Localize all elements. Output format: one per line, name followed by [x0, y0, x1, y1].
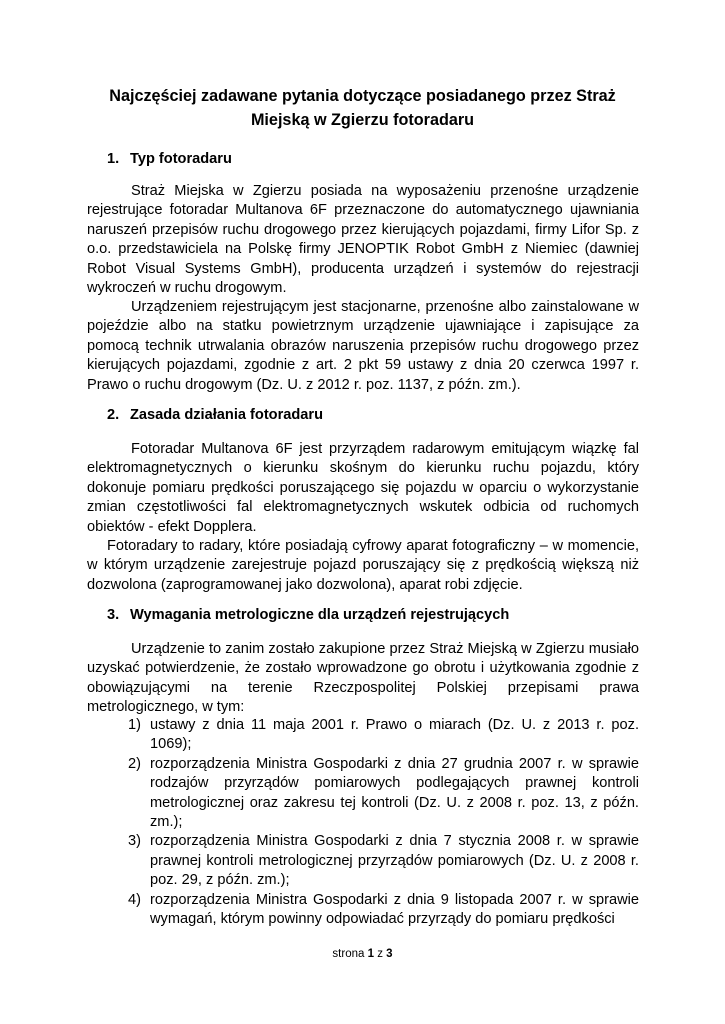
- list-item-text: rozporządzenia Ministra Gospodarki z dnia 9 listopada 2007 r. w sprawie wymagań, którym powinny odpowiadać przyrządy do pomiaru prędkości: [150, 891, 639, 928]
- footer-separator: z: [377, 948, 383, 960]
- section-number: 1.: [107, 151, 120, 167]
- section-heading-3: [107, 606, 509, 625]
- list-item-number: 1): [128, 717, 141, 733]
- paragraph: Straż Miejska w Zgierzu posiada na wyposażeniu przenośne urządzenie rejestrujące fotoradar Multanova 6F przeznaczone do automatycznego ujawniania naruszeń przepisów ruchu drogowego przez kierujących pojazdami, firmy Lifor Sp. z o.o. przedstawiciela na Polskę firmy JENOPTIK Robot GmbH z Niemiec (dawniej Robot Visual Systems GmbH), producenta urządzeń i systemów do rejestracji wykroczeń w ruchu drogowym.: [87, 183, 639, 297]
- page-total: 3: [386, 948, 393, 960]
- section-heading-1: [107, 150, 232, 169]
- list-item: [87, 891, 639, 930]
- list-item: [87, 832, 639, 890]
- section-title: Zasada działania fotoradaru: [130, 407, 324, 423]
- list-item-number: 3): [128, 833, 141, 850]
- document-title: Najczęściej zadawane pytania dotyczące posiadanego przez Straż Miejską w Zgierzu fotoradaru: [109, 87, 616, 129]
- page-number: 1: [367, 948, 374, 960]
- page-footer: [0, 945, 725, 964]
- list-item-number: 4): [128, 891, 141, 908]
- section-number: 2.: [107, 407, 120, 423]
- list-item-number: 2): [128, 755, 141, 772]
- regulations-list: [87, 716, 639, 929]
- section-heading-2: [107, 406, 323, 425]
- list-item-text: rozporządzenia Ministra Gospodarki z dnia 27 grudnia 2007 r. w sprawie rodzajów przyrządów pomiarowych podlegających prawnej kontroli metrologicznej oraz zakresu tej kontroli (Dz. U. z 2008 r. poz. 13, z późn. zm.);: [150, 755, 639, 831]
- paragraph: Fotoradar Multanova 6F jest przyrządem radarowym emitującym wiązkę fal elektromagnetycznych o kierunku skośnym do kierunku ruchu pojazdu, który dokonuje pomiaru prędkości poruszającego się pojazdu w oparciu o wykorzystanie zmian częstotliwości fal elektromagnetycznych wskutek odbicia od ruchomych obiektów - efekt Dopplera.: [87, 441, 639, 535]
- list-item: [87, 716, 639, 755]
- list-item-text: rozporządzenia Ministra Gospodarki z dnia 7 stycznia 2008 r. w sprawie prawnej kontroli metrologicznej przyrządów pomiarowych (Dz. U. z 2008 r. poz. 29, z późn. zm.);: [150, 833, 639, 889]
- paragraph: Fotoradary to radary, które posiadają cyfrowy aparat fotograficzny – w momencie, w którym urządzenie zarejestruje pojazd poruszający się z prędkością większą niż dozwolona (zaprogramowanej jako dozwolona), aparat robi zdjęcie.: [87, 538, 639, 593]
- section-title: Typ fotoradaru: [130, 151, 232, 167]
- list-item: [87, 755, 639, 833]
- section-title: Wymagania metrologiczne dla urządzeń rejestrujących: [130, 607, 510, 623]
- paragraph: Urządzenie to zanim zostało zakupione przez Straż Miejską w Zgierzu musiało uzyskać potwierdzenie, że zostało wprowadzone go obrotu i użytkowania zgodnie z obowiązującymi na terenie Rzeczpospolitej Polskiej przepisami prawa metrologicznego, w tym:: [87, 641, 639, 716]
- section-number: 3.: [107, 607, 120, 623]
- list-item-text: ustawy z dnia 11 maja 2001 r. Prawo o miarach (Dz. U. z 2013 r. poz. 1069);: [150, 717, 639, 753]
- footer-prefix: strona: [332, 948, 365, 960]
- paragraph: Urządzeniem rejestrującym jest stacjonarne, przenośne albo zainstalowane w pojeździe albo na statku powietrznym urządzenie ujawniające i zapisujące za pomocą technik utrwalania obrazów naruszenia przepisów ruchu drogowego przez kierujących pojazdami, zgodnie z art. 2 pkt 59 ustawy z dnia 20 czerwca 1997 r. Prawo o ruchu drogowym (Dz. U. z 2012 r. poz. 1137, z późn. zm.).: [87, 299, 639, 393]
